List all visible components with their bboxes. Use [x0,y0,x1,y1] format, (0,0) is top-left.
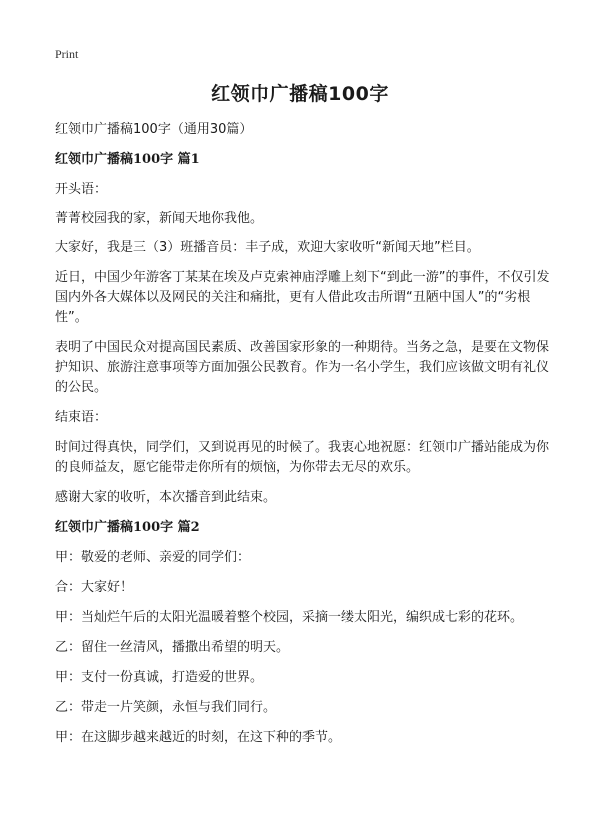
paragraph: 甲：敬爱的老师、亲爱的同学们： [55,550,251,565]
paragraph: 感谢大家的收听，本次播音到此结束。 [55,490,277,505]
section-heading: 红领巾广播稿100字 篇1 [55,152,200,167]
page-title: 红领巾广播稿100字 [211,83,389,105]
paragraph: 甲：支付一份真诚，打造爱的世界。 [55,670,264,685]
paragraph: 表明了中国民众对提高国民素质、改善国家形象的一种期待。当务之急，是要在文物保护知识、旅游注意事项等方面加强公民教育。作为一名小学生，我们应该做文明有礼仪的公民。 [55,340,550,395]
print-link[interactable]: Print [55,47,79,61]
section-heading: 红领巾广播稿100字 篇2 [55,520,200,535]
article-body [55,120,550,748]
paragraph: 甲：当灿烂午后的太阳光温暖着整个校园，采摘一缕太阳光，编织成七彩的花环。 [55,610,524,625]
subtitle: 红领巾广播稿100字（通用30篇） [55,122,253,137]
paragraph: 乙：带走一片笑颜，永恒与我们同行。 [55,700,277,715]
paragraph: 大家好，我是三（3）班播音员：丰子成，欢迎大家收听“新闻天地”栏目。 [55,240,480,255]
paragraph: 结束语： [55,410,108,425]
paragraph: 乙：留住一丝清风，播撒出希望的明天。 [55,640,290,655]
paragraph: 开头语： [55,182,108,197]
paragraph: 菁菁校园我的家，新闻天地你我他。 [55,211,264,226]
paragraph: 合：大家好！ [55,580,134,595]
paragraph: 近日，中国少年游客丁某某在埃及卢克索神庙浮雕上刻下“到此一游”的事件，不仅引发国内外各大媒体以及网民的关注和痛批，更有人借此攻击所谓“丑陋中国人”的“劣根性”。 [55,270,550,325]
paragraph: 时间过得真快，同学们，又到说再见的时候了。我衷心地祝愿：红领巾广播站能成为你的良师益友，愿它能带走你所有的烦恼，为你带去无尽的欢乐。 [55,440,550,475]
paragraph: 甲：在这脚步越来越近的时刻，在这下种的季节。 [55,730,342,745]
